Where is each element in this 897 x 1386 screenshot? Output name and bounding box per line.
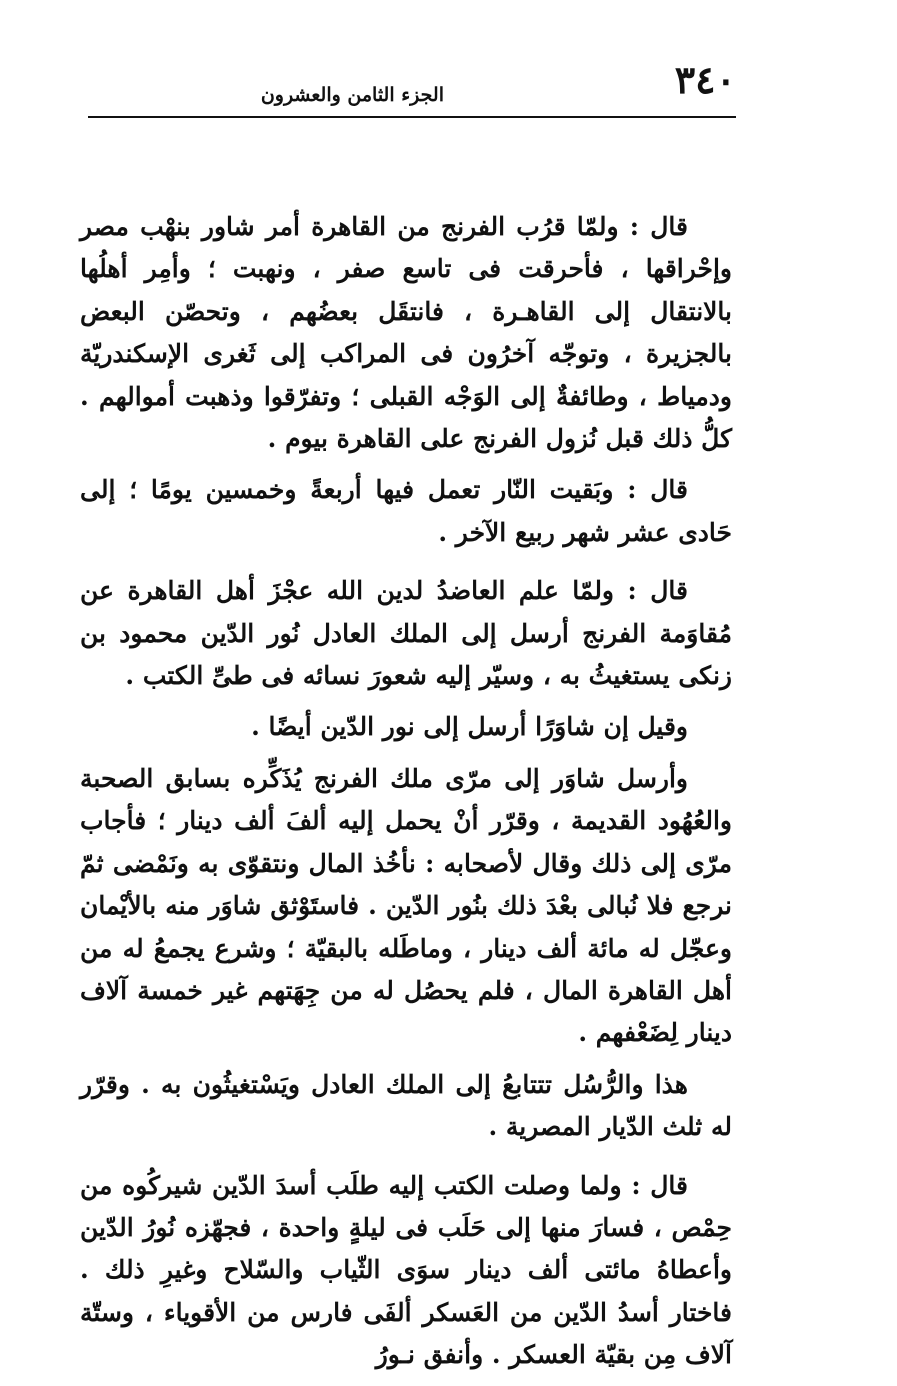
paragraph-2: قال : وبَقيت النّار تعمل فيها أربعةً وخمسين يومًا ؛ إلى حَادى عشر شهر ربيع الآخر . [80,475,732,547]
paragraph-1: قال : ولمّا قرُب الفرنج من القاهرة أمر شاور بنهْب مصر وإحْراقها ، فأحرقت فى تاسع صفر ، ونهبت ؛ وأمِر أهلُها بالانتقال إلى القاهـرة ، فانتقَل بعضُهم ، وتحصّن البعض بالجزيرة ، وتوجّه آخرُون فى المراكب إلى ثَغرى الإسكندريّة ودمياط ، وطائفةٌ إلى الوَجْه القبلى ؛ وتفرّقوا وذهبت أموالهم . كلُّ ذلك قبل نُزول الفرنج على القاهرة بيوم . [80,212,732,454]
running-title: الجزء الثامن والعشرون [260,84,444,106]
paragraph-7: قال : ولما وصلت الكتب إليه طلَب أسدَ الدّين شيركُوه من حِمْص ، فسارَ منها إلى حَلَب فى ليلةٍ واحدة ، فجهّزه نُورُ الدّين وأعطاهُ مائتى ألف دينار سوَى الثّياب والسّلاح وغيرِ ذلك . فاختار أسدُ الدّين من العَسكر ألفَى فارس من الأقوياء ، وستّة آلاف مِن بقيّة العسكر . وأنفق نـورُ [80,1170,732,1370]
body-text [80,206,732,1386]
paragraph-5: وأرسل شاوَر إلى مرّى ملك الفرنج يُذَكِّره بسابق الصحبة والعُهُود القديمة ، وقرّر أنْ يحمل إليه ألفَ ألف دينار ؛ فأجاب مرّى إلى ذلك وقال لأصحابه : نأخُذ المال ونتقوّى به ونَمْضى ثمّ نرجع فلا نُبالى بعْدَ ذلك بنُور الدّين . فاستَوْثق شاوَر منه بالأيْمان وعجّل له مائة ألف دينار ، وماطَله بالبقيّة ؛ وشرع يجمعُ له من أهل القاهرة المال ، فلم يحصُل له من جِهَتهم غير خمسة آلاف دينار لِضَعْفهم . [80,763,732,1048]
paragraph-6: هذا والرُّسُل تتتابعُ إلى الملك العادل ويَسْتغيثُون به . وقرّر له ثلث الدّيار المصرية . [80,1069,732,1142]
paragraph-3: قال : ولمّا علم العاضدُ لدين الله عجْزَ أهل القاهرة عن مُقاوَمة الفرنج أرسل إلى الملك العادل نُور الدّين محمود بن زنكى يستغيثُ به ، وسيّر إليه شعورَ نسائه فى طىِّ الكتب . [80,576,732,691]
paragraph-4: وقيل إن شاوَرًا أرسل إلى نور الدّين أيضًا . [251,712,688,742]
header-rule [88,116,736,118]
page-number: ٣٤٠ [674,57,736,102]
page-header [88,58,736,118]
